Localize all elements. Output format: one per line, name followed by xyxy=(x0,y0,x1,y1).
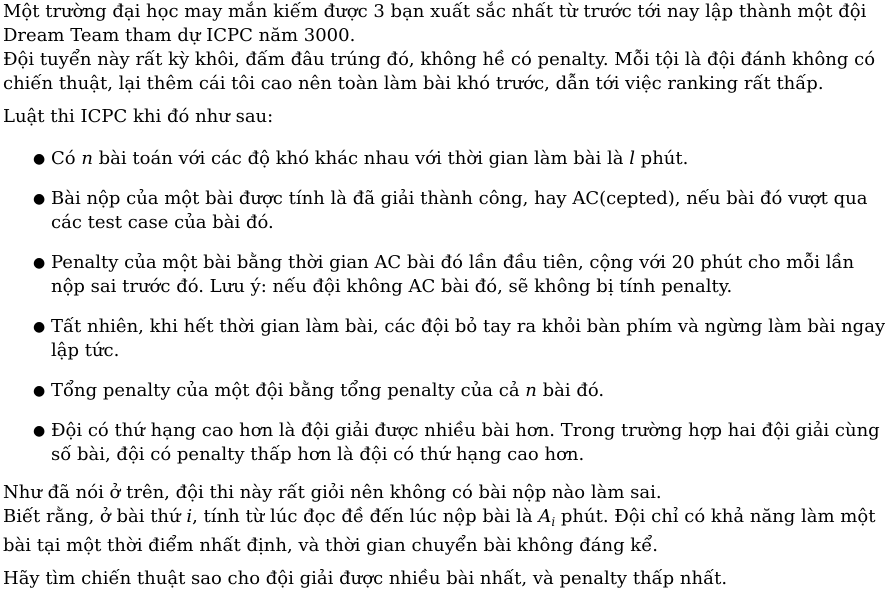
text-line: Penalty của một bài bằng thời gian AC bài đó lần đầu tiên, cộng với 20 phút cho mỗi lần xyxy=(51,252,855,273)
text-line: chiến thuật, lại thêm cái tôi cao nên toàn làm bài khó trước, dẫn tới việc ranking rất thấp. xyxy=(3,73,824,94)
text-line: Đội tuyển này rất kỳ khôi, đấm đâu trúng đó, không hề có penalty. Mỗi tội là đội đánh không có xyxy=(3,49,876,70)
bullet-icon: ● xyxy=(33,423,46,439)
outro-paragraph-1 xyxy=(3,481,876,558)
text-line: Biết rằng, ở bài thứ i, tính từ lúc đọc đề đến lúc nộp bài là $A_i$ phút. Đội chỉ có khả năng làm một xyxy=(3,506,876,529)
rule-item xyxy=(3,187,868,235)
intro-paragraph-3 xyxy=(3,105,835,129)
text-line: lập tức. xyxy=(51,340,120,361)
text-line: số bài, đội có penalty thấp hơn là đội có thứ hạng cao hơn. xyxy=(51,444,585,465)
text-line: Bài nộp của một bài được tính là đã giải thành công, hay AC(cepted), nếu bài đó vượt qua xyxy=(51,188,868,209)
rules-list xyxy=(3,147,885,467)
intro-paragraph-2 xyxy=(3,48,876,96)
bullet-icon: ● xyxy=(33,191,46,207)
text-line: Một trường đại học may mắn kiếm được 3 bạn xuất sắc nhất từ trước tới nay lập thành một đội xyxy=(3,1,867,22)
rule-item xyxy=(3,379,835,403)
bullet-icon: ● xyxy=(33,319,46,335)
rule-item xyxy=(3,251,855,299)
outro-paragraph-2 xyxy=(3,567,835,591)
bullet-icon: ● xyxy=(33,151,46,167)
bullet-icon: ● xyxy=(33,383,46,399)
text-line: Như đã nói ở trên, đội thi này rất giỏi nên không có bài nộp nào làm sai. xyxy=(3,482,662,503)
text-line: Có n bài toán với các độ khó khác nhau với thời gian làm bài là l phút. xyxy=(51,148,689,169)
text-line: nộp sai trước đó. Lưu ý: nếu đội không AC bài đó, sẽ không bị tính penalty. xyxy=(51,276,733,297)
text-line: Đội có thứ hạng cao hơn là đội giải được nhiều bài hơn. Trong trường hợp hai đội giải cùng xyxy=(51,420,880,441)
problem-statement xyxy=(3,0,885,591)
rule-item xyxy=(3,315,885,363)
rule-item xyxy=(3,419,880,467)
text-line: Luật thi ICPC khi đó như sau: xyxy=(3,106,274,127)
bullet-icon: ● xyxy=(33,255,46,271)
text-line: bài tại một thời điểm nhất định, và thời gian chuyển bài không đáng kể. xyxy=(3,535,659,556)
intro-paragraph-1 xyxy=(3,0,867,48)
text-line: Tất nhiên, khi hết thời gian làm bài, các đội bỏ tay ra khỏi bàn phím và ngừng làm bài ngay xyxy=(51,316,885,337)
text-line: Dream Team tham dự ICPC năm 3000. xyxy=(3,25,356,46)
rule-item xyxy=(3,147,835,171)
text-line: các test case của bài đó. xyxy=(51,212,274,233)
text-line: Tổng penalty của một đội bằng tổng penalty của cả n bài đó. xyxy=(51,380,605,401)
text-line: Hãy tìm chiến thuật sao cho đội giải được nhiều bài nhất, và penalty thấp nhất. xyxy=(3,568,728,589)
